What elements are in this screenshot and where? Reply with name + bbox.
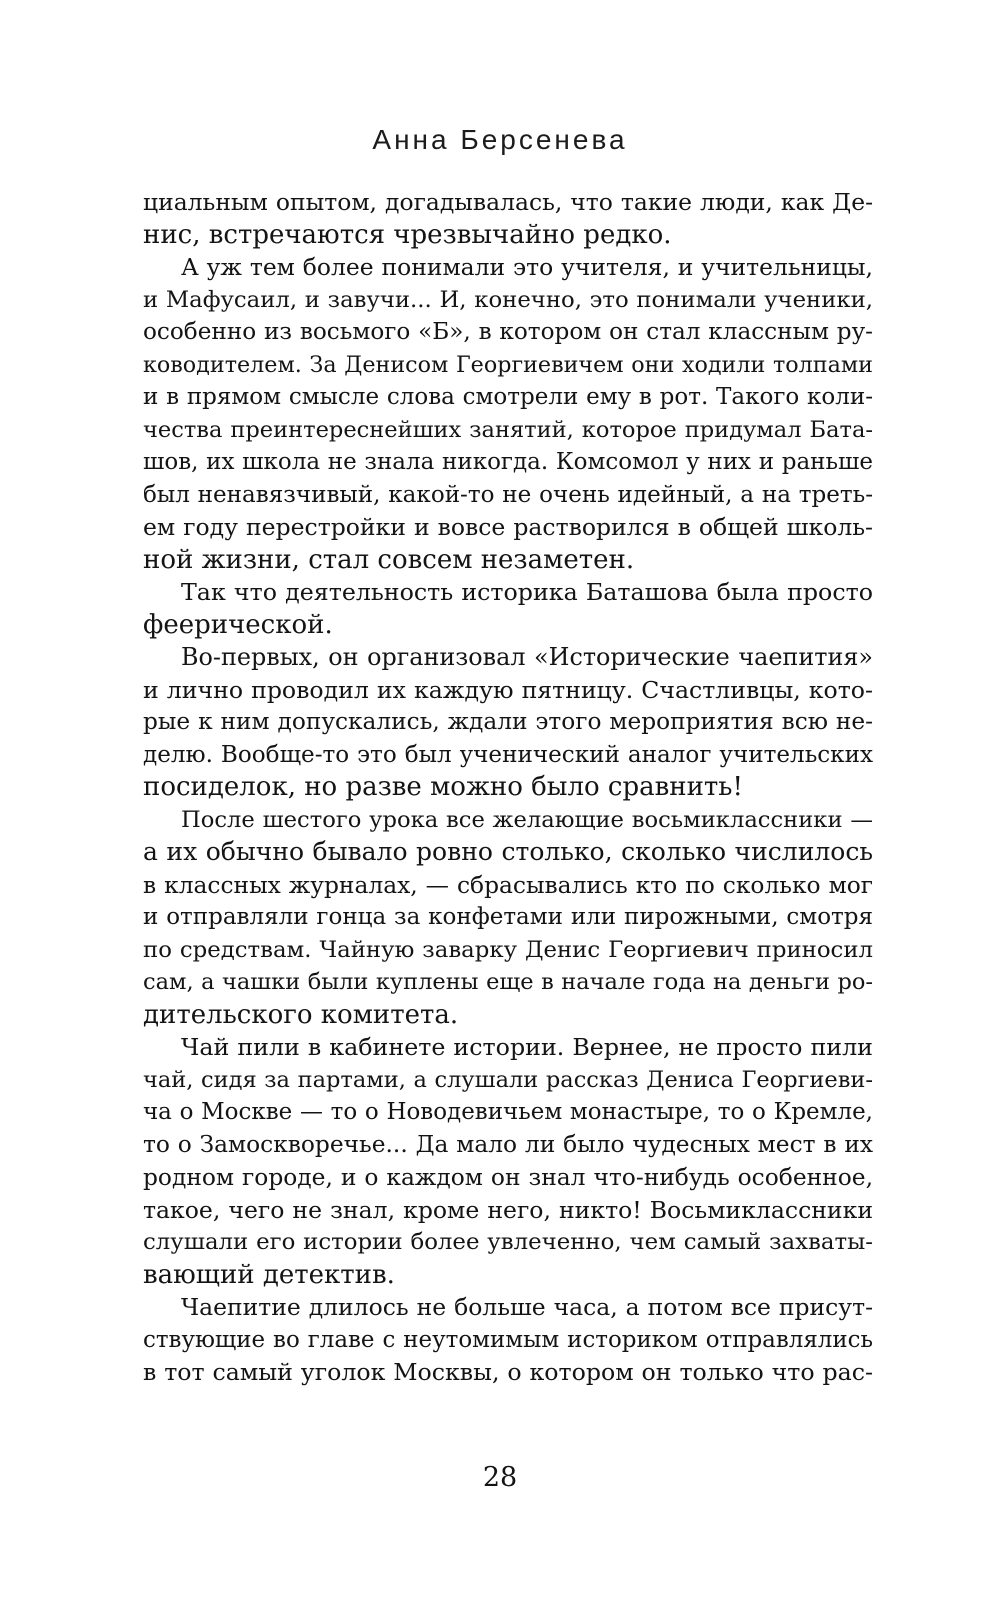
text-line: ной жизни, стал совсем незаметен. <box>143 544 635 575</box>
text-line: После шестого урока все желающие восьмиклассники — <box>181 806 873 833</box>
text-line: ча о Москве — то о Новодевичьем монастыре, то о Кремле, <box>143 1099 873 1125</box>
running-head-author: Анна Берсенева <box>372 124 628 155</box>
text-line: по средствам. Чайную заварку Денис Георгиевич приносил <box>143 936 873 963</box>
text-line: вающий детектив. <box>143 1259 395 1290</box>
text-line: слушали его истории более увлеченно, чем самый захваты- <box>143 1229 873 1255</box>
text-line: и отправляли гонца за конфетами или пирожными, смотря <box>143 904 873 930</box>
text-line: Чаепитие длилось не больше часа, а потом все присут- <box>181 1293 873 1321</box>
text-line: такое, чего не знал, кроме него, никто! Восьмиклассники <box>143 1195 873 1224</box>
text-line: нис, встречаются чрезвычайно редко. <box>143 219 672 250</box>
text-line: дительского комитета. <box>143 999 459 1030</box>
text-line: и лично проводил их каждую пятницу. Счастливцы, кото- <box>143 675 873 704</box>
text-line: был ненавязчивый, какой-то не очень идейный, а на треть- <box>143 481 873 508</box>
text-line: ем году перестройки и вовсе растворился в общей школь- <box>143 513 873 541</box>
text-line: посиделок, но разве можно было сравнить! <box>143 772 743 802</box>
text-line: Так что деятельность историка Баташова была просто <box>181 578 873 606</box>
text-line: а их обычно бывало ровно столько, сколько числилось <box>143 837 873 866</box>
text-line: ководителем. За Денисом Георгиевичем они ходили толпами <box>143 351 873 378</box>
text-line: шов, их школа не знала никогда. Комсомол у них и раньше <box>143 449 873 475</box>
text-line: то о Замоскворечье... Да мало ли было чудесных мест в их <box>143 1130 873 1158</box>
text-line: А уж тем более понимали это учителя, и учительницы, <box>181 253 873 281</box>
text-line: Чай пили в кабинете истории. Вернее, не просто пили <box>181 1033 873 1061</box>
text-line: особенно из восьмого «Б», в котором он стал классным ру- <box>143 319 873 345</box>
text-line: чай, сидя за партами, а слушали рассказ Дениса Георгиеви- <box>143 1066 873 1093</box>
text-line: чества преинтереснейших занятий, которое придумал Бата- <box>143 416 873 443</box>
text-line: циальным опытом, догадывалась, что такие люди, как Де- <box>143 188 873 216</box>
text-line: Во-первых, он организовал «Исторические чаепития» <box>181 643 873 671</box>
text-line: и в прямом смысле слова смотрели ему в рот. Такого коли- <box>143 384 873 410</box>
text-line: в классных журналах, — сбрасывались кто по сколько мог <box>143 870 873 899</box>
text-line: родном городе, и о каждом он знал что-нибудь особенное, <box>143 1163 873 1191</box>
text-line: ствующие во главе с неутомимым историком отправлялись <box>143 1326 873 1353</box>
text-line: делю. Вообще-то это был ученический аналог учительских <box>143 741 873 768</box>
text-line: в тот самый уголок Москвы, о котором он только что рас- <box>143 1358 873 1386</box>
text-line: сам, а чашки были куплены еще в начале года на деньги ро- <box>143 969 873 995</box>
body-text <box>143 186 873 1389</box>
page-number: 28 <box>482 1462 518 1493</box>
text-line: и Мафусаил, и завучи... И, конечно, это понимали ученики, <box>143 286 873 313</box>
text-line: феерической. <box>143 609 333 640</box>
text-line: рые к ним допускались, ждали этого мероприятия всю не- <box>143 708 873 735</box>
